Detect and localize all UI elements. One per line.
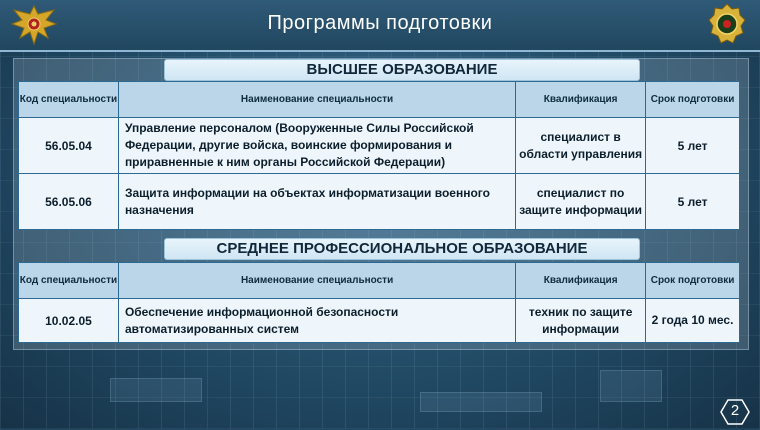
slide-number-badge [720, 399, 750, 425]
column-header: Квалификация [516, 82, 646, 118]
qualification: специалист по защите информации [516, 174, 646, 230]
table-row [19, 118, 740, 174]
section-title-higher-education: ВЫСШЕЕ ОБРАЗОВАНИЕ [164, 59, 640, 81]
specialty-name: Защита информации на объектах информатизации военного назначения [118, 174, 515, 230]
section-title-secondary-education: СРЕДНЕЕ ПРОФЕССИОНАЛЬНОЕ ОБРАЗОВАНИЕ [164, 238, 640, 260]
duration: 5 лет [646, 118, 740, 174]
column-header: Срок подготовки [646, 82, 740, 118]
qualification: специалист в области управления [516, 118, 646, 174]
specialty-name: Управление персоналом (Вооруженные Силы Российской Федерации, другие войска, воинские формирования и приравненные к ним органы Российской Федерации) [118, 118, 515, 174]
column-header: Срок подготовки [646, 263, 740, 299]
table-row [19, 299, 740, 343]
decor-chip [110, 378, 202, 402]
slide-number: 2 [730, 402, 740, 419]
column-header: Наименование специальности [118, 82, 515, 118]
decor-chip [600, 370, 662, 402]
specialty-code: 56.05.04 [19, 118, 119, 174]
specialty-code: 10.02.05 [19, 299, 119, 343]
duration: 5 лет [646, 174, 740, 230]
decor-chip [420, 392, 542, 412]
column-header: Код специальности [19, 263, 119, 299]
table-row [19, 174, 740, 230]
header-divider [0, 50, 760, 52]
column-header: Квалификация [516, 263, 646, 299]
specialty-name: Обеспечение информационной безопасности автоматизированных систем [118, 299, 515, 343]
duration: 2 года 10 мес. [646, 299, 740, 343]
table-header-row [19, 82, 740, 118]
column-header: Наименование специальности [118, 263, 515, 299]
qualification: техник по защите информации [516, 299, 646, 343]
higher-education-table [18, 81, 740, 230]
table-header-row [19, 263, 740, 299]
page-title: Программы подготовки [267, 12, 493, 34]
specialty-code: 56.05.06 [19, 174, 119, 230]
secondary-education-table [18, 262, 740, 343]
academy-badge-icon [708, 3, 746, 47]
column-header: Код специальности [19, 82, 119, 118]
